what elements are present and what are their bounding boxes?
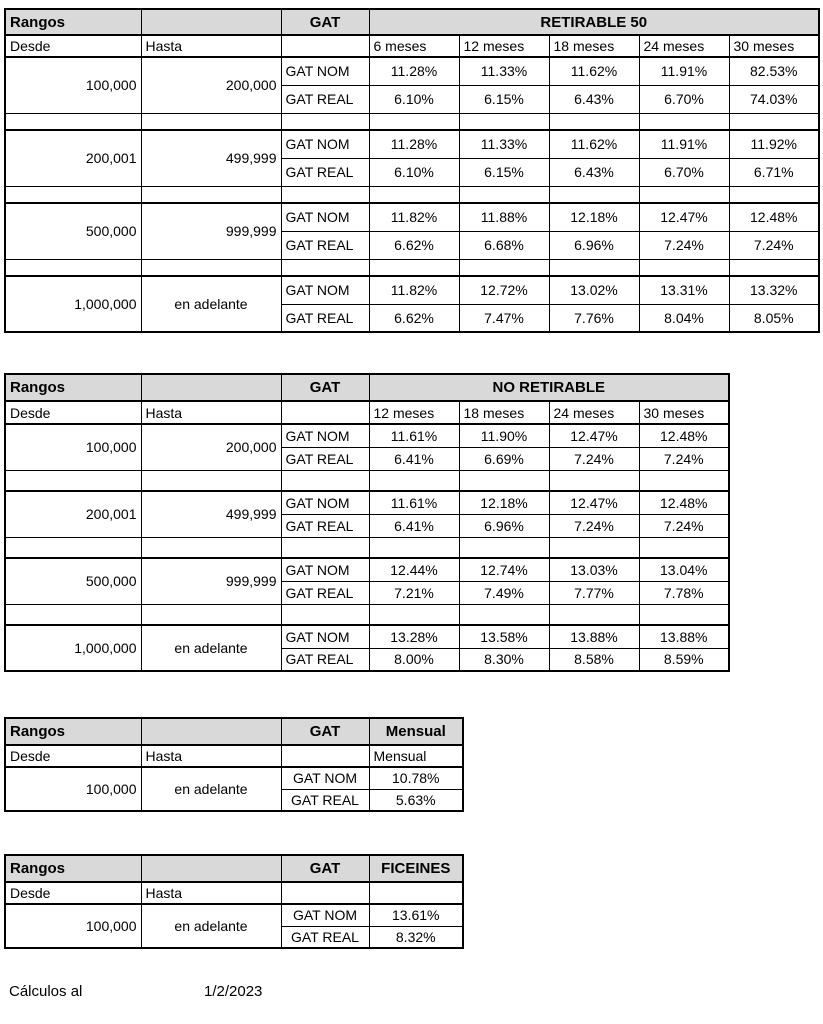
cell-hasta: 200,000 bbox=[141, 57, 281, 113]
footer-calculations-label: Cálculos al bbox=[9, 983, 83, 1000]
spacer-cell bbox=[459, 113, 549, 130]
header-rangos: Rangos bbox=[5, 855, 141, 882]
footer bbox=[4, 983, 823, 1003]
month-header: 12 meses bbox=[369, 401, 459, 424]
rate-cell: 12.48% bbox=[639, 424, 729, 447]
spacer-cell bbox=[281, 259, 369, 276]
rate-cell: 6.43% bbox=[549, 85, 639, 113]
rate-cell: 13.28% bbox=[369, 625, 459, 648]
rate-cell: 13.04% bbox=[639, 558, 729, 581]
spacer-cell bbox=[549, 470, 639, 491]
table-no-retirable bbox=[4, 373, 730, 672]
rate-cell: 13.88% bbox=[639, 625, 729, 648]
cell-desde: 100,000 bbox=[5, 767, 141, 811]
rate-cell: 6.96% bbox=[459, 514, 549, 537]
rate-cell: 11.90% bbox=[459, 424, 549, 447]
rate-cell: 6.41% bbox=[369, 447, 459, 470]
cell-desde: 200,001 bbox=[5, 130, 141, 186]
gat-nom-label: GAT NOM bbox=[281, 558, 369, 581]
rate-cell: 8.00% bbox=[369, 648, 459, 671]
gat-real-label: GAT REAL bbox=[281, 85, 369, 113]
header-hasta: Hasta bbox=[141, 401, 281, 424]
spacer-cell bbox=[141, 470, 281, 491]
gat-nom-label: GAT NOM bbox=[281, 276, 369, 304]
header-hasta: Hasta bbox=[141, 882, 281, 904]
header-blank bbox=[281, 882, 369, 904]
table-title: Mensual bbox=[369, 718, 463, 745]
spacer-cell bbox=[459, 537, 549, 558]
header-rangos: Rangos bbox=[5, 9, 141, 35]
rate-cell: 13.02% bbox=[549, 276, 639, 304]
rate-cell: 7.24% bbox=[729, 231, 819, 259]
spacer-cell bbox=[549, 604, 639, 625]
table-mensual bbox=[4, 717, 464, 812]
cell-hasta: 200,000 bbox=[141, 424, 281, 470]
rate-cell: 12.18% bbox=[459, 491, 549, 514]
rate-cell: 11.61% bbox=[369, 491, 459, 514]
rate-cell: 11.33% bbox=[459, 57, 549, 85]
rate-cell: 8.30% bbox=[459, 648, 549, 671]
table-title: RETIRABLE 50 bbox=[369, 9, 819, 35]
rate-cell: 7.24% bbox=[639, 231, 729, 259]
rate-cell: 11.82% bbox=[369, 276, 459, 304]
cell-desde: 200,001 bbox=[5, 491, 141, 537]
rate-cell: 7.77% bbox=[549, 581, 639, 604]
spacer-cell bbox=[369, 259, 459, 276]
cell-desde: 100,000 bbox=[5, 424, 141, 470]
table-retirable-50 bbox=[4, 8, 820, 333]
spacer-cell bbox=[369, 113, 459, 130]
gat-nom-label: GAT NOM bbox=[281, 625, 369, 648]
rate-cell: 13.58% bbox=[459, 625, 549, 648]
gat-nom-label: GAT NOM bbox=[281, 767, 369, 789]
spacer-cell bbox=[141, 113, 281, 130]
header-blank bbox=[141, 9, 281, 35]
gat-real-label: GAT REAL bbox=[281, 304, 369, 332]
rate-cell: 11.33% bbox=[459, 130, 549, 158]
gat-nom-label: GAT NOM bbox=[281, 130, 369, 158]
rate-cell: 6.70% bbox=[639, 85, 729, 113]
header-blank bbox=[141, 855, 281, 882]
spacer-cell bbox=[459, 604, 549, 625]
spacer-cell bbox=[639, 186, 729, 203]
cell-desde: 500,000 bbox=[5, 203, 141, 259]
rate-cell: 11.61% bbox=[369, 424, 459, 447]
rate-cell: 12.18% bbox=[549, 203, 639, 231]
rate-cell: 6.96% bbox=[549, 231, 639, 259]
rate-cell: 7.24% bbox=[639, 447, 729, 470]
rate-cell: 7.21% bbox=[369, 581, 459, 604]
rate-cell: 8.04% bbox=[639, 304, 729, 332]
rate-cell: 13.32% bbox=[729, 276, 819, 304]
spacer-cell bbox=[549, 259, 639, 276]
spacer-cell bbox=[639, 537, 729, 558]
spacer-cell bbox=[549, 186, 639, 203]
rate-cell: 11.88% bbox=[459, 203, 549, 231]
spacer-cell bbox=[369, 470, 459, 491]
rate-cell: 6.62% bbox=[369, 304, 459, 332]
header-blank bbox=[281, 35, 369, 57]
header-blank bbox=[281, 401, 369, 424]
rate-cell: 13.03% bbox=[549, 558, 639, 581]
rate-cell: 11.82% bbox=[369, 203, 459, 231]
rate-cell: 12.47% bbox=[549, 491, 639, 514]
gat-real-label: GAT REAL bbox=[281, 231, 369, 259]
header-rangos: Rangos bbox=[5, 718, 141, 745]
header-blank bbox=[141, 374, 281, 401]
gat-real-label: GAT REAL bbox=[281, 789, 369, 811]
rate-cell: 12.47% bbox=[639, 203, 729, 231]
spacer-cell bbox=[5, 470, 141, 491]
spacer-cell bbox=[281, 113, 369, 130]
spacer-cell bbox=[729, 186, 819, 203]
spacer-cell bbox=[729, 113, 819, 130]
rate-cell: 5.63% bbox=[369, 789, 463, 811]
rate-cell: 10.78% bbox=[369, 767, 463, 789]
gat-real-label: GAT REAL bbox=[281, 447, 369, 470]
rate-cell: 11.91% bbox=[639, 130, 729, 158]
rate-cell: 6.10% bbox=[369, 85, 459, 113]
spacer-cell bbox=[639, 604, 729, 625]
rate-cell: 12.74% bbox=[459, 558, 549, 581]
rate-cell: 82.53% bbox=[729, 57, 819, 85]
cell-desde: 500,000 bbox=[5, 558, 141, 604]
month-header: 30 meses bbox=[639, 401, 729, 424]
rate-cell: 7.78% bbox=[639, 581, 729, 604]
cell-desde: 100,000 bbox=[5, 904, 141, 948]
rate-cell: 12.44% bbox=[369, 558, 459, 581]
header-desde: Desde bbox=[5, 745, 141, 767]
spacer-cell bbox=[729, 259, 819, 276]
cell-desde: 1,000,000 bbox=[5, 625, 141, 671]
rate-cell: 12.48% bbox=[639, 491, 729, 514]
cell-desde: 100,000 bbox=[5, 57, 141, 113]
header-gat: GAT bbox=[281, 718, 369, 745]
rate-cell: 7.24% bbox=[549, 514, 639, 537]
rate-cell: 11.28% bbox=[369, 57, 459, 85]
gat-nom-label: GAT NOM bbox=[281, 57, 369, 85]
header-blank bbox=[281, 745, 369, 767]
rate-cell: 6.68% bbox=[459, 231, 549, 259]
table-title: NO RETIRABLE bbox=[369, 374, 729, 401]
spacer-cell bbox=[281, 537, 369, 558]
gat-nom-label: GAT NOM bbox=[281, 904, 369, 926]
gat-nom-label: GAT NOM bbox=[281, 424, 369, 447]
header-hasta: Hasta bbox=[141, 35, 281, 57]
cell-hasta: 999,999 bbox=[141, 558, 281, 604]
spacer-cell bbox=[141, 259, 281, 276]
spacer-cell bbox=[5, 186, 141, 203]
spacer-cell bbox=[141, 537, 281, 558]
rate-cell: 6.41% bbox=[369, 514, 459, 537]
spacer-cell bbox=[639, 113, 729, 130]
table-ficeines bbox=[4, 854, 464, 949]
spacer-cell bbox=[549, 537, 639, 558]
table-title: FICEINES bbox=[369, 855, 463, 882]
header-desde: Desde bbox=[5, 882, 141, 904]
spacer-cell bbox=[369, 604, 459, 625]
cell-hasta: 499,999 bbox=[141, 491, 281, 537]
spacer-cell bbox=[5, 604, 141, 625]
rate-cell: 13.88% bbox=[549, 625, 639, 648]
header-gat: GAT bbox=[281, 374, 369, 401]
rate-cell: 13.31% bbox=[639, 276, 729, 304]
month-header: 24 meses bbox=[639, 35, 729, 57]
header-gat: GAT bbox=[281, 9, 369, 35]
header-desde: Desde bbox=[5, 35, 141, 57]
rate-cell: 7.24% bbox=[639, 514, 729, 537]
month-header: 18 meses bbox=[459, 401, 549, 424]
spacer-cell bbox=[281, 470, 369, 491]
rate-cell: 7.76% bbox=[549, 304, 639, 332]
cell-hasta: en adelante bbox=[141, 625, 281, 671]
rate-cell: 12.48% bbox=[729, 203, 819, 231]
rate-cell: 8.05% bbox=[729, 304, 819, 332]
month-header: 6 meses bbox=[369, 35, 459, 57]
spacer-cell bbox=[5, 259, 141, 276]
rate-cell: 11.92% bbox=[729, 130, 819, 158]
spacer-cell bbox=[459, 186, 549, 203]
month-header: 24 meses bbox=[549, 401, 639, 424]
gat-real-label: GAT REAL bbox=[281, 926, 369, 948]
spacer-cell bbox=[281, 186, 369, 203]
rate-cell: 7.47% bbox=[459, 304, 549, 332]
header-hasta: Hasta bbox=[141, 745, 281, 767]
spacer-cell bbox=[5, 113, 141, 130]
rate-cell: 6.15% bbox=[459, 158, 549, 186]
rate-cell: 11.28% bbox=[369, 130, 459, 158]
rate-cell: 8.32% bbox=[369, 926, 463, 948]
cell-hasta: en adelante bbox=[141, 767, 281, 811]
rate-cell: 6.71% bbox=[729, 158, 819, 186]
rate-cell: 6.62% bbox=[369, 231, 459, 259]
rate-cell: 7.49% bbox=[459, 581, 549, 604]
rate-cell: 13.61% bbox=[369, 904, 463, 926]
spacer-cell bbox=[281, 604, 369, 625]
rate-cell: 12.72% bbox=[459, 276, 549, 304]
month-header bbox=[369, 882, 463, 904]
rate-cell: 8.59% bbox=[639, 648, 729, 671]
header-desde: Desde bbox=[5, 401, 141, 424]
gat-nom-label: GAT NOM bbox=[281, 203, 369, 231]
rate-cell: 11.91% bbox=[639, 57, 729, 85]
spacer-cell bbox=[369, 537, 459, 558]
spacer-cell bbox=[141, 604, 281, 625]
spacer-cell bbox=[639, 259, 729, 276]
rate-cell: 11.62% bbox=[549, 57, 639, 85]
rate-cell: 7.24% bbox=[549, 447, 639, 470]
rate-cell: 6.10% bbox=[369, 158, 459, 186]
month-header: 30 meses bbox=[729, 35, 819, 57]
rate-cell: 74.03% bbox=[729, 85, 819, 113]
month-header: 12 meses bbox=[459, 35, 549, 57]
header-rangos: Rangos bbox=[5, 374, 141, 401]
cell-hasta: 499,999 bbox=[141, 130, 281, 186]
cell-desde: 1,000,000 bbox=[5, 276, 141, 332]
spacer-cell bbox=[5, 537, 141, 558]
cell-hasta: 999,999 bbox=[141, 203, 281, 259]
spacer-cell bbox=[141, 186, 281, 203]
gat-nom-label: GAT NOM bbox=[281, 491, 369, 514]
rate-cell: 11.62% bbox=[549, 130, 639, 158]
month-header: Mensual bbox=[369, 745, 463, 767]
spacer-cell bbox=[459, 259, 549, 276]
month-header: 18 meses bbox=[549, 35, 639, 57]
header-blank bbox=[141, 718, 281, 745]
gat-real-label: GAT REAL bbox=[281, 648, 369, 671]
spacer-cell bbox=[459, 470, 549, 491]
cell-hasta: en adelante bbox=[141, 904, 281, 948]
rate-cell: 6.43% bbox=[549, 158, 639, 186]
rate-cell: 12.47% bbox=[549, 424, 639, 447]
rate-cell: 8.58% bbox=[549, 648, 639, 671]
footer-date: 1/2/2023 bbox=[204, 983, 263, 1000]
gat-real-label: GAT REAL bbox=[281, 581, 369, 604]
rate-cell: 6.15% bbox=[459, 85, 549, 113]
rate-cell: 6.70% bbox=[639, 158, 729, 186]
gat-real-label: GAT REAL bbox=[281, 158, 369, 186]
rate-cell: 6.69% bbox=[459, 447, 549, 470]
spacer-cell bbox=[549, 113, 639, 130]
header-gat: GAT bbox=[281, 855, 369, 882]
spacer-cell bbox=[639, 470, 729, 491]
spacer-cell bbox=[369, 186, 459, 203]
gat-real-label: GAT REAL bbox=[281, 514, 369, 537]
cell-hasta: en adelante bbox=[141, 276, 281, 332]
